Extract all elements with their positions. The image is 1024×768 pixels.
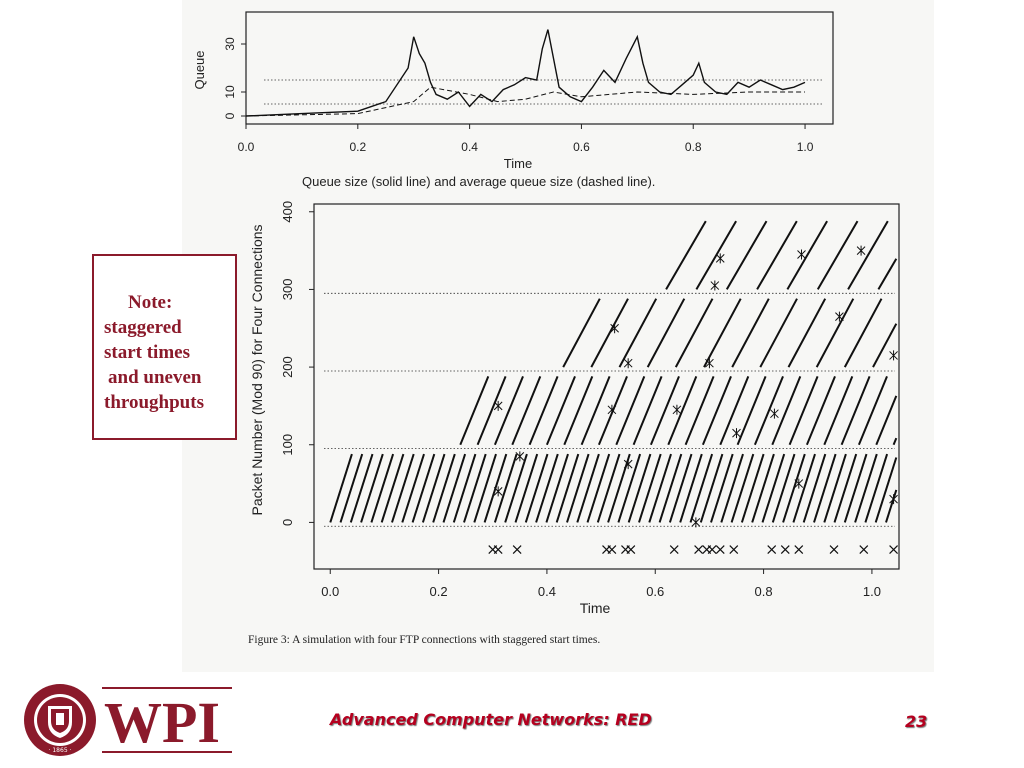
packet-trace-segment (701, 454, 723, 522)
packet-trace-segment (530, 376, 558, 444)
packet-trace-segment (886, 490, 896, 523)
packet-trace-segment (557, 454, 579, 522)
queue-size-line (246, 30, 805, 116)
packet-trace-segment (649, 454, 671, 522)
packet-mark (608, 405, 616, 415)
packet-trace-segment (598, 454, 620, 522)
queue-y-tick-label: 10 (223, 85, 237, 99)
packet-trace-segment (865, 454, 887, 522)
packet-mark (798, 249, 806, 259)
packet-drop-mark (494, 546, 502, 554)
packet-trace-segment (634, 376, 662, 444)
packet-trace-segment (588, 454, 610, 522)
packet-trace-segment (563, 299, 600, 367)
packet-x-tick-label: 0.4 (537, 584, 556, 599)
packet-trace-segment (878, 259, 896, 290)
note-line: and uneven (108, 367, 202, 388)
packet-x-tick-label: 1.0 (862, 584, 881, 599)
wpi-seal (24, 684, 96, 756)
packet-drop-mark (860, 546, 868, 554)
packet-y-tick-label: 400 (280, 200, 295, 223)
packet-trace-segment (660, 454, 682, 522)
packet-mark (857, 246, 865, 256)
average-queue-line (246, 87, 805, 116)
packet-y-label: Packet Number (Mod 90) for Four Connections (249, 224, 265, 516)
packet-mark (624, 459, 632, 469)
packet-x-tick-label: 0.0 (321, 584, 340, 599)
packet-trace-segment (413, 454, 435, 522)
packet-trace-segment (382, 454, 404, 522)
packet-drop-mark (716, 546, 724, 554)
packet-trace-segment (894, 438, 897, 445)
packet-mark (494, 401, 502, 411)
queue-y-ticks (223, 37, 246, 119)
packet-trace-segment (760, 299, 797, 367)
packet-drop-mark (781, 546, 789, 554)
packet-drop-mark (768, 546, 776, 554)
packet-caption: Figure 3: A simulation with four FTP connections with staggered start times. (248, 634, 601, 646)
packet-trace-segment (512, 376, 540, 444)
packet-drops (489, 546, 898, 554)
packet-trace-segment (783, 454, 805, 522)
packet-trace-segment (516, 454, 538, 522)
queue-y-tick-label: 30 (223, 37, 237, 51)
packet-trace-segment (755, 376, 783, 444)
packet-mark (711, 281, 719, 291)
packet-trace-segment (818, 221, 858, 289)
packet-series (330, 221, 896, 522)
packet-mark (716, 253, 724, 263)
packet-trace-segment (464, 454, 486, 522)
packet-mark (516, 451, 524, 461)
queue-chart (192, 12, 833, 189)
packet-trace-segment (371, 454, 393, 522)
packet-trace-segment (444, 454, 466, 522)
packet-trace-segment (842, 376, 870, 444)
packet-drop-mark (708, 546, 716, 554)
packet-trace-segment (732, 454, 754, 522)
packet-trace-segment (855, 454, 877, 522)
packet-trace-segment (876, 458, 897, 523)
packet-y-tick-label: 100 (280, 433, 295, 456)
packet-trace-segment (648, 299, 685, 367)
packet-trace-segment (793, 454, 815, 522)
note-line: staggered (104, 317, 182, 338)
packet-trace-segment (651, 376, 679, 444)
packet-drop-mark (670, 546, 678, 554)
packet-mark (733, 428, 741, 438)
footer-title: Advanced Computer Networks: RED (330, 710, 652, 729)
note-line: start times (104, 342, 190, 363)
packet-trace-segment (824, 376, 852, 444)
packet-drop-mark (830, 546, 838, 554)
packet-trace-segment (763, 454, 785, 522)
queue-x-tick-label: 1.0 (796, 140, 814, 154)
queue-x-label: Time (503, 156, 533, 171)
packet-trace-segment (696, 221, 736, 289)
packet-mark (692, 517, 700, 527)
packet-drop-mark (890, 546, 898, 554)
packet-trace-segment (859, 376, 887, 444)
packet-trace-segment (423, 454, 445, 522)
packet-trace-segment (618, 454, 640, 522)
packet-trace-segment (666, 221, 706, 289)
packet-trace-segment (577, 454, 599, 522)
packet-mark (890, 494, 898, 504)
packet-x-tick-label: 0.6 (646, 584, 665, 599)
queue-y-tick-label: 0 (223, 112, 237, 120)
wpi-logo (20, 680, 235, 760)
packet-trace-segment (591, 299, 628, 367)
packet-trace-segment (732, 299, 769, 367)
packet-trace-segment (460, 376, 488, 444)
packet-trace-segment (757, 221, 797, 289)
packet-trace-segment (787, 221, 827, 289)
packet-x-tick-label: 0.2 (429, 584, 448, 599)
packet-mark (770, 409, 778, 419)
packet-trace-segment (686, 376, 714, 444)
packet-trace-segment (361, 454, 383, 522)
packet-mark (835, 312, 843, 322)
packet-trace-segment (814, 454, 836, 522)
packet-trace-segment (454, 454, 476, 522)
packet-trace-segment (845, 299, 882, 367)
packet-trace-segment (616, 376, 644, 444)
packet-y-tick-label: 200 (280, 356, 295, 378)
packet-trace-segment (790, 376, 818, 444)
packet-mark (890, 350, 898, 360)
packet-trace-segment (330, 454, 352, 522)
packet-trace-segment (817, 299, 854, 367)
queue-x-tick-label: 0.0 (237, 140, 255, 154)
queue-series (246, 30, 805, 116)
queue-x-tick-label: 0.2 (349, 140, 367, 154)
packet-trace-segment (738, 376, 766, 444)
packet-drop-mark (513, 546, 521, 554)
packet-trace-segment (752, 454, 774, 522)
packet-trace-segment (773, 454, 795, 522)
packet-trace-segment (474, 454, 496, 522)
packet-trace-segment (727, 221, 767, 289)
packet-trace-segment (620, 299, 657, 367)
packet-drop-mark (730, 546, 738, 554)
packet-trace-segment (670, 454, 692, 522)
packet-trace-segment (691, 454, 713, 522)
packet-trace-segment (772, 376, 800, 444)
packet-trace-segment (720, 376, 748, 444)
packet-trace-segment (546, 454, 568, 522)
packet-drop-mark (608, 546, 616, 554)
queue-y-label: Queue (192, 50, 207, 90)
packet-trace-segment (789, 299, 826, 367)
packet-trace-segment (845, 454, 867, 522)
packet-trace-segment (703, 376, 731, 444)
queue-x-tick-label: 0.4 (461, 140, 478, 154)
packet-trace-segment (478, 376, 506, 444)
packet-trace-segment (680, 454, 702, 522)
packet-trace-segment (547, 376, 575, 444)
packet-drop-mark (795, 546, 803, 554)
queue-x-tick-label: 0.6 (573, 140, 590, 154)
page-number: 23 (905, 712, 928, 731)
packet-trace-segment (711, 454, 733, 522)
packet-drop-mark (627, 546, 635, 554)
packet-x-tick-label: 0.8 (754, 584, 773, 599)
packet-trace-segment (351, 454, 373, 522)
packet-trace-segment (341, 454, 363, 522)
queue-x-tick-label: 0.8 (684, 140, 702, 154)
packet-trace-segment (564, 376, 592, 444)
packet-trace-segment (824, 454, 846, 522)
packet-trace-segment (835, 454, 857, 522)
packet-mark (673, 405, 681, 415)
note-line: Note: (128, 292, 173, 313)
packet-trace-segment (848, 221, 888, 289)
packet-trace-segment (742, 454, 764, 522)
queue-caption: Queue size (solid line) and average queue size (dashed line). (302, 174, 656, 189)
packet-y-ticks (280, 201, 314, 526)
packet-trace-segment (639, 454, 661, 522)
packet-trace-segment (876, 396, 896, 445)
packet-mark (624, 358, 632, 368)
packet-trace-segment (582, 376, 610, 444)
wpi-seal-text: · 1865 · (48, 747, 72, 754)
packet-trace-segment (567, 454, 589, 522)
packet-trace-segment (536, 454, 558, 522)
packet-trace-segment (392, 454, 414, 522)
packet-y-tick-label: 0 (280, 518, 295, 527)
packet-trace-segment (804, 454, 826, 522)
packet-trace-segment (676, 299, 713, 367)
packet-trace-segment (807, 376, 835, 444)
packet-trace-segment (495, 376, 523, 444)
packet-trace-segment (505, 454, 527, 522)
packet-trace-segment (402, 454, 424, 522)
packet-drop-mark (695, 546, 703, 554)
note-line: throughputs (104, 392, 204, 413)
packet-trace-segment (873, 324, 896, 367)
packet-trace-segment (721, 454, 743, 522)
packet-x-label: Time (579, 600, 611, 616)
logo-wordmark: WPI (104, 690, 220, 755)
packet-trace-segment (526, 454, 548, 522)
packet-chart (248, 201, 899, 646)
packet-trace-segment (608, 454, 630, 522)
note-box (92, 254, 237, 440)
packet-trace-segment (629, 454, 651, 522)
packet-trace-segment (668, 376, 696, 444)
packet-trace-segment (433, 454, 455, 522)
queue-x-ticks (238, 124, 814, 154)
packet-y-tick-label: 300 (280, 278, 295, 301)
packet-x-ticks (321, 569, 881, 599)
packet-trace-segment (704, 299, 741, 367)
